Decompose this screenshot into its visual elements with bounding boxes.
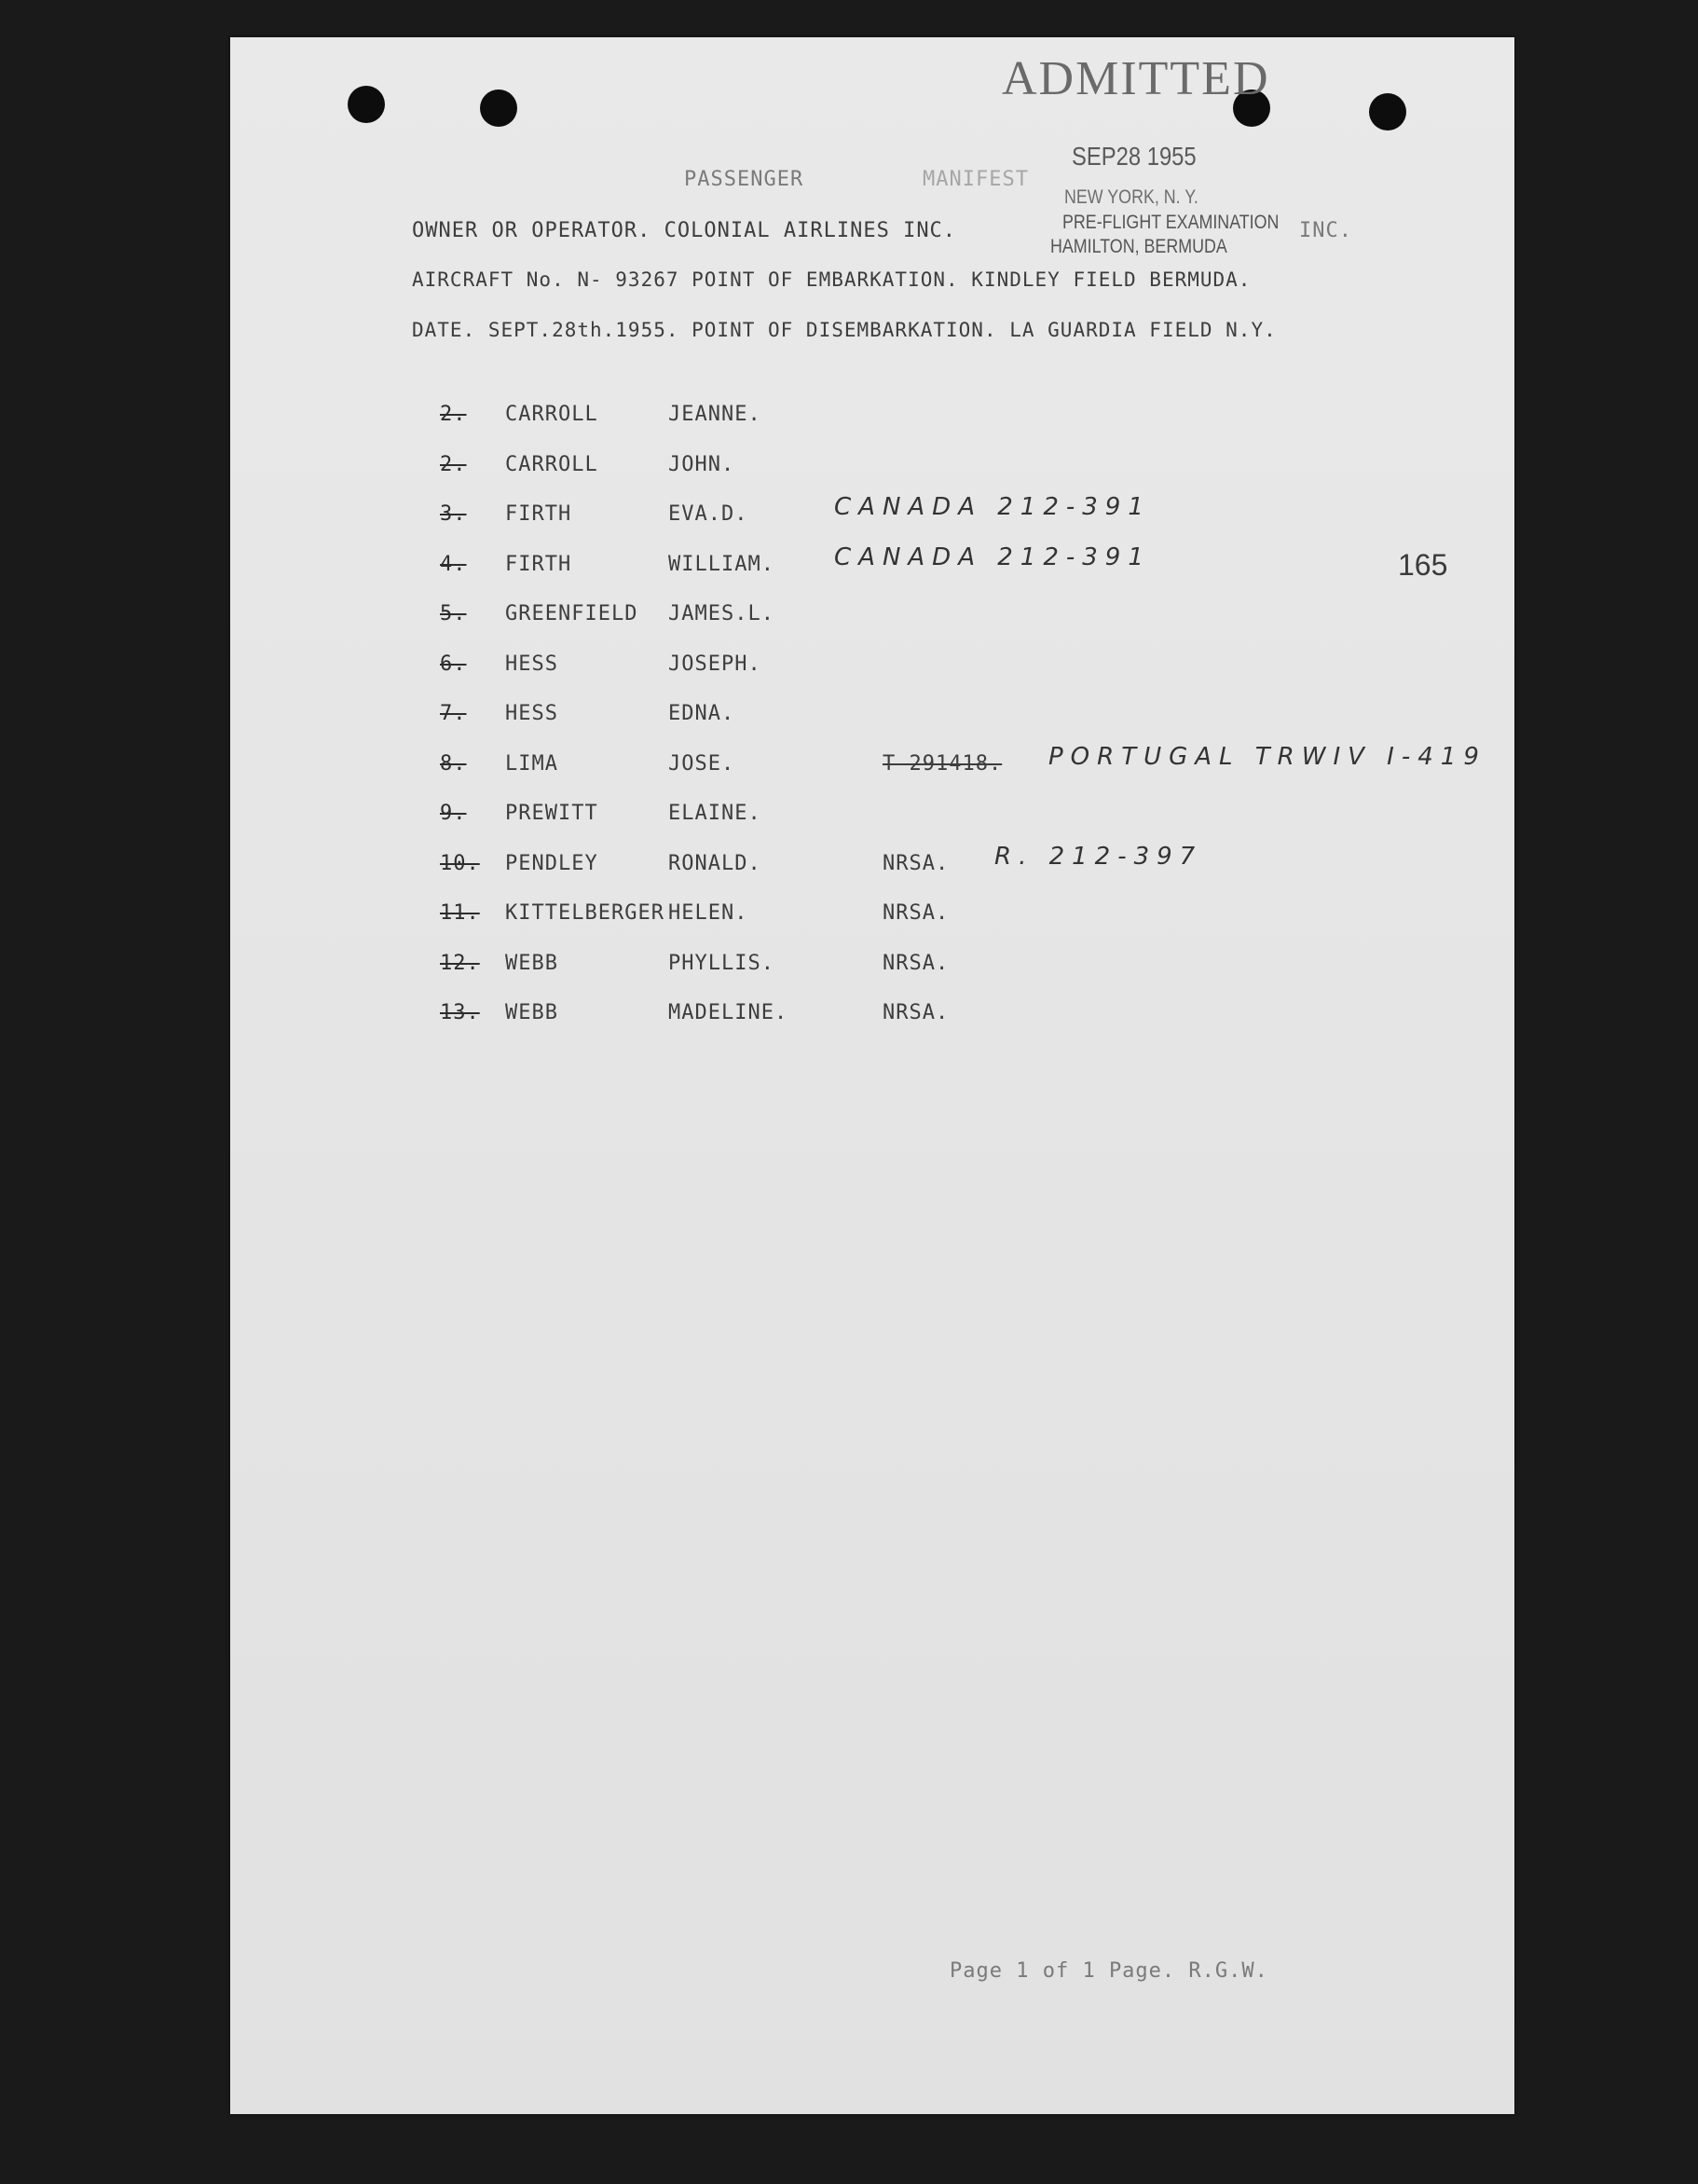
title-passenger: PASSENGER — [684, 168, 804, 191]
passenger-surname: PREWITT — [505, 802, 598, 825]
passenger-surname: CARROLL — [505, 453, 598, 476]
row-number: 11. — [440, 901, 480, 925]
handwritten-annotation: CANADA 212-391 — [834, 543, 1151, 571]
table-row — [230, 890, 1514, 927]
row-number: 6. — [440, 652, 467, 676]
admitted-stamp: ADMITTED — [1002, 52, 1270, 105]
aircraft-line: AIRCRAFT No. N- 93267 POINT OF EMBARKATION. KINDLEY FIELD BERMUDA. — [412, 268, 1252, 291]
passenger-given-name: WILLIAM. — [668, 553, 774, 576]
punch-hole-4 — [1369, 93, 1406, 130]
footer-page-info: Page 1 of 1 Page. R.G.W. — [950, 1959, 1268, 1983]
table-row — [230, 741, 1514, 778]
passenger-surname: CARROLL — [505, 403, 598, 426]
row-number: 12. — [440, 952, 480, 975]
table-row — [230, 442, 1514, 479]
manifest-sheet — [230, 37, 1514, 2114]
table-row — [230, 391, 1514, 429]
row-number: 2. — [440, 453, 467, 476]
table-row — [230, 591, 1514, 628]
row-number: 4. — [440, 553, 467, 576]
passenger-given-name: JAMES.L. — [668, 602, 774, 625]
table-row — [230, 641, 1514, 679]
table-row — [230, 990, 1514, 1027]
passenger-surname: FIRTH — [505, 553, 572, 576]
row-number: 7. — [440, 702, 467, 725]
passenger-given-name: EDNA. — [668, 702, 735, 725]
stamp-city: NEW YORK, N. Y. — [1064, 186, 1198, 208]
stamp-preflight: PRE-FLIGHT EXAMINATION — [1062, 212, 1280, 233]
passenger-surname: LIMA — [505, 752, 558, 776]
passenger-note: NRSA. — [883, 1001, 950, 1024]
row-number: 2. — [440, 403, 467, 426]
owner-tail: INC. — [1299, 219, 1352, 242]
row-number: 8. — [440, 752, 467, 776]
passenger-given-name: JOSEPH. — [668, 652, 761, 676]
table-row — [230, 542, 1514, 579]
passenger-given-name: EVA.D. — [668, 502, 748, 526]
passenger-note: NRSA. — [883, 852, 950, 875]
passenger-surname: WEBB — [505, 952, 558, 975]
passenger-surname: KITTELBERGER — [505, 901, 664, 925]
row-number: 13. — [440, 1001, 480, 1024]
table-row — [230, 941, 1514, 978]
handwritten-annotation: PORTUGAL TRWIV I-419 — [1048, 743, 1486, 771]
passenger-given-name: RONALD. — [668, 852, 761, 875]
passenger-note: NRSA. — [883, 952, 950, 975]
table-row — [230, 491, 1514, 529]
passenger-note: T-291418. — [883, 752, 1003, 776]
passenger-given-name: JEANNE. — [668, 403, 761, 426]
passenger-given-name: ELAINE. — [668, 802, 761, 825]
passenger-surname: HESS — [505, 702, 558, 725]
passenger-surname: GREENFIELD — [505, 602, 638, 625]
page-number: 165 — [1398, 548, 1448, 582]
handwritten-annotation: CANADA 212-391 — [834, 493, 1151, 521]
passenger-surname: PENDLEY — [505, 852, 598, 875]
handwritten-annotation: R. 212-397 — [994, 843, 1203, 871]
date-line: DATE. SEPT.28th.1955. POINT OF DISEMBARKATION. LA GUARDIA FIELD N.Y. — [412, 319, 1277, 341]
passenger-given-name: JOHN. — [668, 453, 735, 476]
passenger-given-name: JOSE. — [668, 752, 735, 776]
table-row — [230, 691, 1514, 728]
stamp-date: SEP28 1955 — [1072, 142, 1197, 171]
punch-hole-2 — [480, 89, 517, 127]
table-row — [230, 841, 1514, 878]
owner-line: OWNER OR OPERATOR. COLONIAL AIRLINES INC. — [412, 219, 957, 242]
stamp-location: HAMILTON, BERMUDA — [1050, 236, 1227, 257]
passenger-given-name: MADELINE. — [668, 1001, 788, 1024]
passenger-note: NRSA. — [883, 901, 950, 925]
row-number: 3. — [440, 502, 467, 526]
title-manifest: MANIFEST — [923, 168, 1029, 191]
row-number: 9. — [440, 802, 467, 825]
passenger-surname: FIRTH — [505, 502, 572, 526]
passenger-surname: WEBB — [505, 1001, 558, 1024]
punch-hole-1 — [348, 86, 385, 123]
passenger-given-name: PHYLLIS. — [668, 952, 774, 975]
table-row — [230, 790, 1514, 828]
row-number: 10. — [440, 852, 480, 875]
passenger-surname: HESS — [505, 652, 558, 676]
passenger-given-name: HELEN. — [668, 901, 748, 925]
row-number: 5. — [440, 602, 467, 625]
